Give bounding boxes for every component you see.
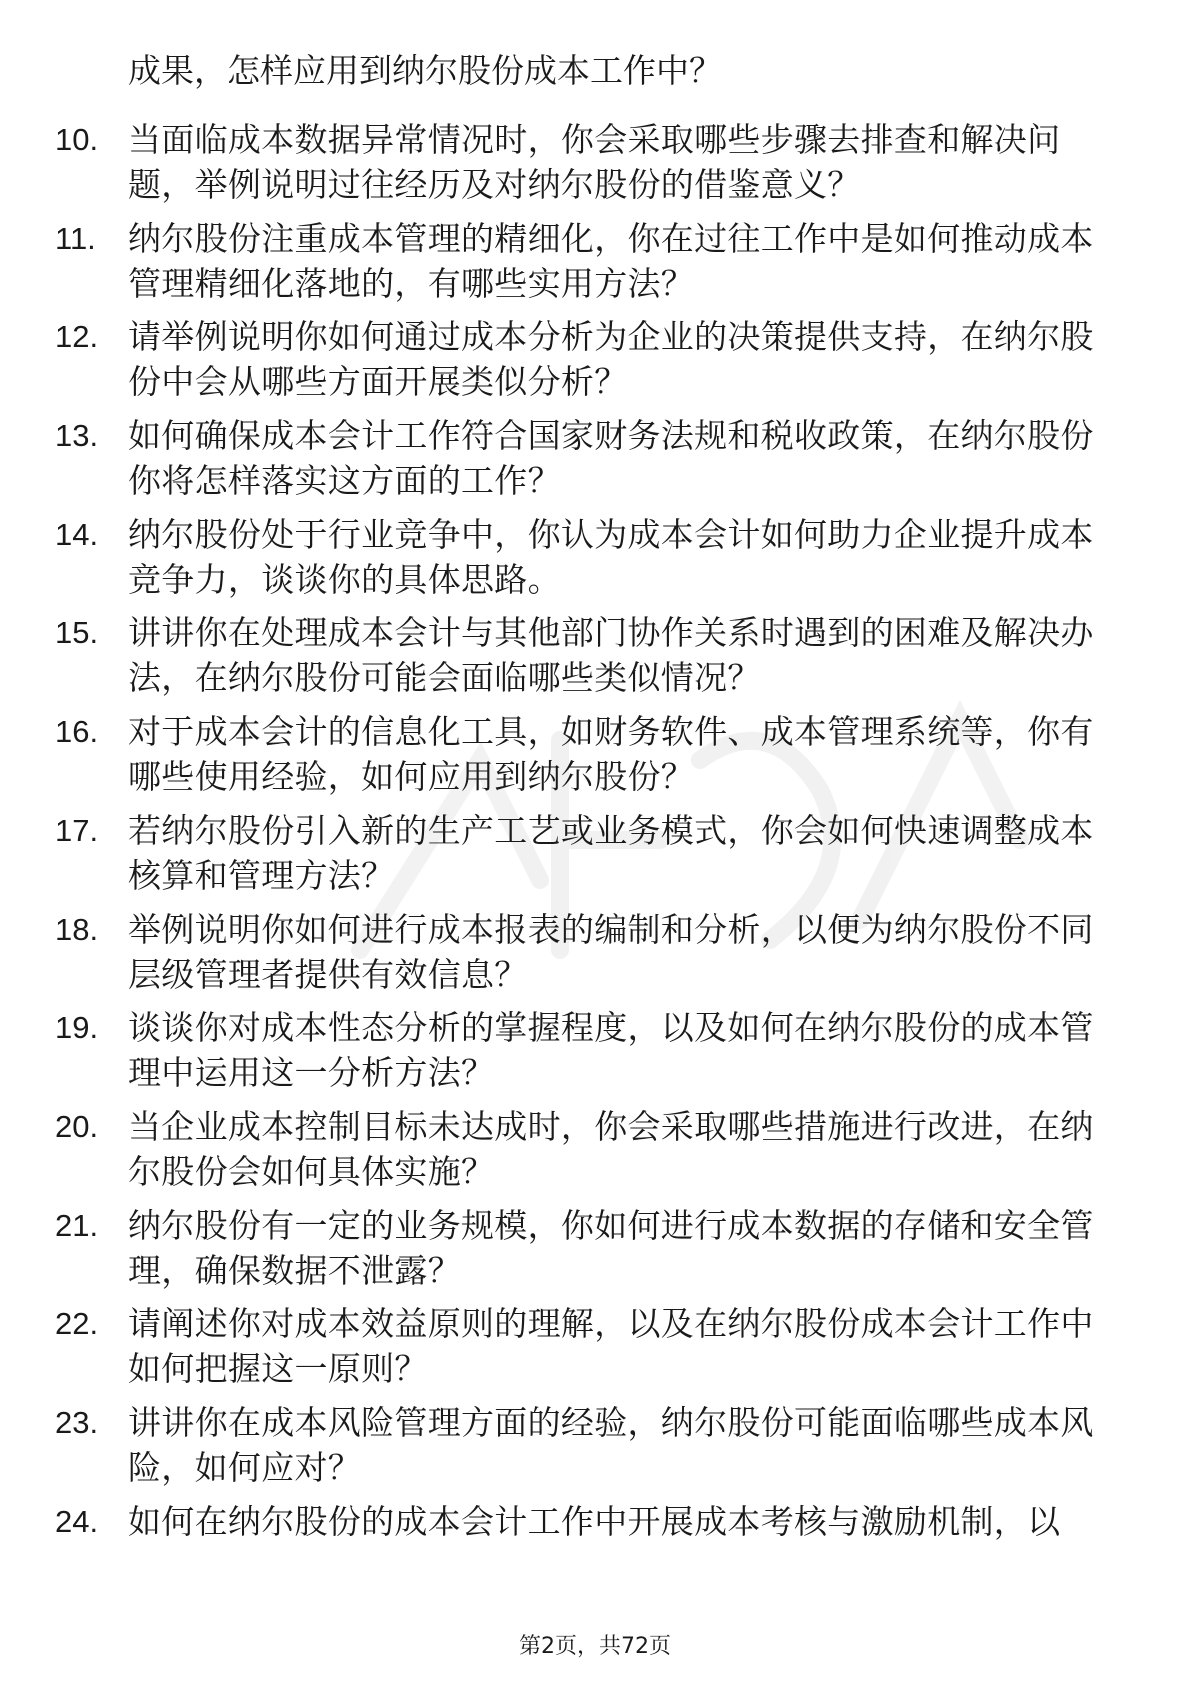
question-text: 请阐述你对成本效益原则的理解，以及在纳尔股份成本会计工作中如何把握这一原则？ xyxy=(128,1304,1094,1389)
question-number: 19. xyxy=(55,1010,99,1046)
question-text: 对于成本会计的信息化工具，如财务软件、成本管理系统等，你有哪些使用经验，如何应用到纳尔股份？ xyxy=(128,712,1094,797)
list-item xyxy=(55,413,1120,512)
question-text: 讲讲你在处理成本会计与其他部门协作关系时遇到的困难及解决办法，在纳尔股份可能会面临哪些类似情况？ xyxy=(128,613,1094,698)
question-number: 13. xyxy=(55,418,99,454)
question-number: 11. xyxy=(55,220,96,256)
question-text: 纳尔股份有一定的业务规模，你如何进行成本数据的存储和安全管理，确保数据不泄露？ xyxy=(128,1205,1094,1290)
page-footer: 第2页，共72页 xyxy=(519,1634,671,1659)
list-item xyxy=(55,216,1120,315)
list-item xyxy=(55,1301,1120,1400)
question-number: 18. xyxy=(55,911,99,947)
list-item xyxy=(55,512,1120,611)
list-item xyxy=(55,1499,1120,1598)
question-number: 10. xyxy=(55,122,99,157)
question-number: 24. xyxy=(55,1503,99,1539)
question-text: 请举例说明你如何通过成本分析为企业的决策提供支持，在纳尔股份中会从哪些方面开展类似分析？ xyxy=(128,317,1094,402)
question-number: 16. xyxy=(55,714,99,750)
question-number: 12. xyxy=(55,319,99,355)
question-number: 14. xyxy=(55,516,99,552)
question-text: 谈谈你对成本性态分析的掌握程度，以及如何在纳尔股份的成本管理中运用这一分析方法？ xyxy=(128,1008,1094,1093)
question-text: 当面临成本数据异常情况时，你会采取哪些步骤去排查和解决问题，举例说明过往经历及对纳尔股份的借鉴意义？ xyxy=(128,120,1061,204)
list-item xyxy=(55,610,1120,709)
question-number: 22. xyxy=(55,1306,99,1342)
list-item xyxy=(55,314,1120,413)
list-item xyxy=(55,808,1120,907)
continuation-text: 成果，怎样应用到纳尔股份成本工作中？ xyxy=(128,51,722,90)
question-number: 21. xyxy=(55,1207,99,1243)
question-text: 若纳尔股份引入新的生产工艺或业务模式，你会如何快速调整成本核算和管理方法？ xyxy=(128,810,1094,895)
list-item xyxy=(55,117,1120,216)
question-text: 讲讲你在成本风险管理方面的经验，纳尔股份可能面临哪些成本风险，如何应对？ xyxy=(128,1402,1094,1487)
list-item xyxy=(55,1104,1120,1203)
question-text: 如何在纳尔股份的成本会计工作中开展成本考核与激励机制，以 xyxy=(128,1501,1061,1541)
question-text: 举例说明你如何进行成本报表的编制和分析，以便为纳尔股份不同层级管理者提供有效信息？ xyxy=(128,909,1094,994)
question-number: 17. xyxy=(55,812,99,848)
list-item xyxy=(55,1400,1120,1499)
list-item xyxy=(55,1203,1120,1302)
list-item xyxy=(55,907,1120,1006)
list-item xyxy=(55,709,1120,808)
question-text: 纳尔股份注重成本管理的精细化，你在过往工作中是如何推动成本管理精细化落地的，有哪些实用方法？ xyxy=(128,218,1094,303)
question-text: 纳尔股份处于行业竞争中，你认为成本会计如何助力企业提升成本竞争力，谈谈你的具体思路。 xyxy=(128,514,1094,599)
question-text: 如何确保成本会计工作符合国家财务法规和税收政策，在纳尔股份你将怎样落实这方面的工作？ xyxy=(128,416,1094,501)
list-item xyxy=(55,1005,1120,1104)
question-number: 15. xyxy=(55,615,99,651)
question-list xyxy=(55,117,1120,1597)
question-text: 当企业成本控制目标未达成时，你会采取哪些措施进行改进，在纳尔股份会如何具体实施？ xyxy=(128,1106,1094,1191)
question-number: 23. xyxy=(55,1404,99,1440)
question-number: 20. xyxy=(55,1108,99,1144)
